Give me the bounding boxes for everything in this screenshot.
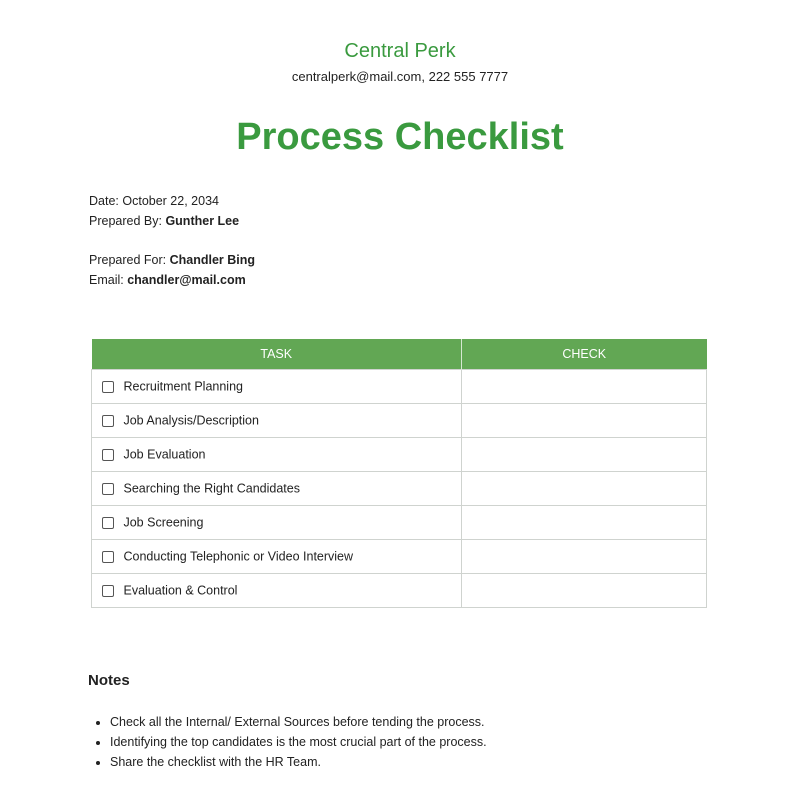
check-cell[interactable] bbox=[462, 370, 707, 404]
checkbox[interactable] bbox=[102, 381, 114, 393]
task-label: Job Screening bbox=[123, 515, 204, 530]
date-label: Date: bbox=[89, 194, 119, 208]
date-line bbox=[89, 194, 219, 208]
date-value: October 22, 2034 bbox=[122, 194, 219, 208]
table-row bbox=[92, 540, 707, 574]
check-cell[interactable] bbox=[462, 404, 707, 438]
note-item: • Share the checklist with the HR Team. bbox=[110, 752, 487, 772]
checkbox[interactable] bbox=[102, 483, 114, 495]
check-cell[interactable] bbox=[462, 540, 707, 574]
task-cell bbox=[92, 540, 462, 574]
prepared-by-value: Gunther Lee bbox=[165, 214, 240, 228]
prepared-by-label: Prepared By: bbox=[89, 214, 162, 228]
column-header-task: TASK bbox=[92, 339, 462, 370]
task-cell bbox=[92, 574, 462, 608]
prepared-for-label: Prepared For: bbox=[89, 253, 167, 267]
email-line bbox=[89, 273, 246, 287]
checkbox[interactable] bbox=[102, 517, 114, 529]
email-label: Email: bbox=[89, 273, 124, 287]
checkbox[interactable] bbox=[102, 551, 114, 563]
task-cell bbox=[92, 506, 462, 540]
table-row bbox=[92, 574, 707, 608]
email-value: chandler@mail.com bbox=[127, 273, 246, 287]
table-header-row bbox=[92, 339, 707, 370]
table-row bbox=[92, 370, 707, 404]
task-cell bbox=[92, 370, 462, 404]
task-label: Conducting Telephonic or Video Interview bbox=[123, 549, 354, 564]
task-label: Recruitment Planning bbox=[123, 379, 243, 394]
table-row bbox=[92, 506, 707, 540]
note-item: • Identifying the top candidates is the most crucial part of the process. bbox=[110, 732, 487, 752]
prepared-for-value: Chandler Bing bbox=[169, 253, 256, 267]
prepared-by-line bbox=[89, 214, 239, 228]
column-header-check: CHECK bbox=[462, 339, 707, 370]
task-label: Evaluation & Control bbox=[123, 583, 238, 598]
checkbox[interactable] bbox=[102, 415, 114, 427]
prepared-for-line bbox=[89, 253, 255, 267]
notes-heading: Notes bbox=[88, 672, 130, 689]
task-cell bbox=[92, 438, 462, 472]
checklist-table bbox=[91, 339, 707, 608]
task-cell bbox=[92, 472, 462, 506]
table-row bbox=[92, 438, 707, 472]
task-label: Searching the Right Candidates bbox=[123, 481, 300, 496]
checkbox[interactable] bbox=[102, 585, 114, 597]
table-row bbox=[92, 404, 707, 438]
check-cell[interactable] bbox=[462, 472, 707, 506]
table-row bbox=[92, 472, 707, 506]
page-title: Process Checklist bbox=[236, 116, 564, 158]
task-label: Job Evaluation bbox=[123, 447, 206, 462]
task-label: Job Analysis/Description bbox=[123, 413, 259, 428]
note-item: • Check all the Internal/ External Sources before tending the process. bbox=[110, 712, 487, 732]
checkbox[interactable] bbox=[102, 449, 114, 461]
task-cell bbox=[92, 404, 462, 438]
check-cell[interactable] bbox=[462, 506, 707, 540]
notes-list bbox=[92, 712, 487, 772]
check-cell[interactable] bbox=[462, 574, 707, 608]
check-cell[interactable] bbox=[462, 438, 707, 472]
company-contact: centralperk@mail.com, 222 555 7777 bbox=[291, 69, 509, 84]
company-name: Central Perk bbox=[344, 40, 456, 62]
